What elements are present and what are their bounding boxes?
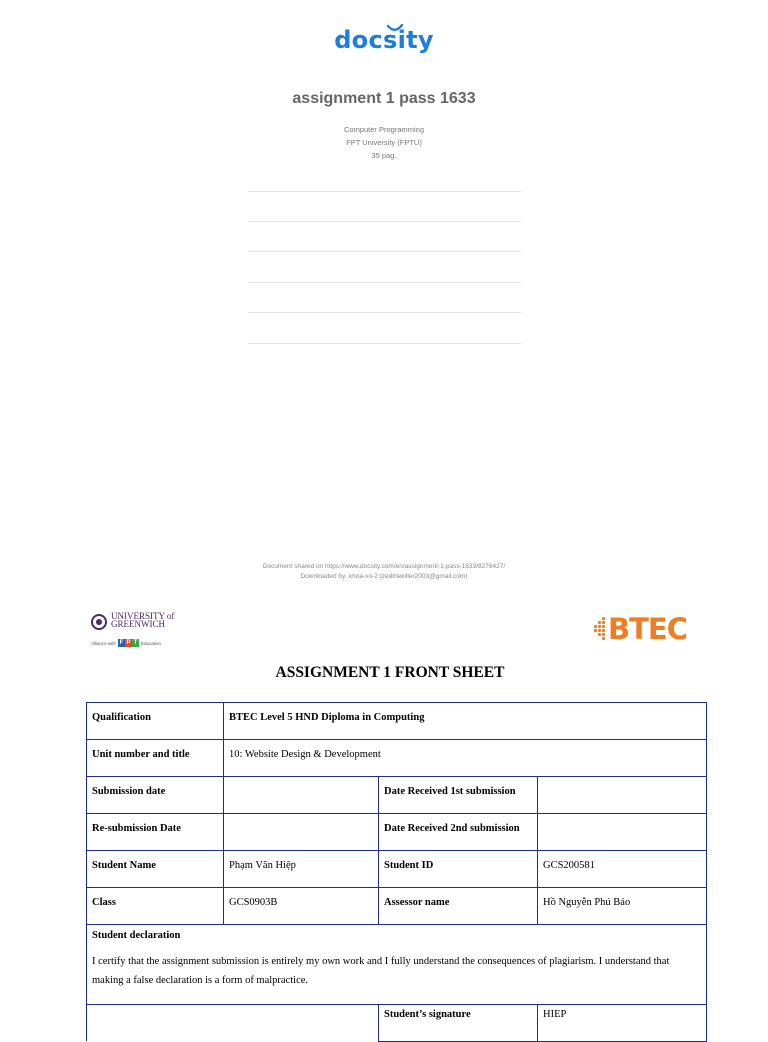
btec-logo [592, 612, 687, 646]
fpt-f: F [119, 640, 124, 646]
divider [248, 191, 521, 192]
download-footer [0, 562, 768, 582]
class-value: GCS0903B [224, 888, 379, 925]
unit-value: 10: Website Design & Development [224, 740, 707, 777]
table-row [87, 814, 707, 851]
submission-date-value [224, 777, 379, 814]
student-name-value: Phạm Văn Hiệp [224, 851, 379, 888]
qualification-label: Qualification [87, 703, 224, 740]
alliance-line [91, 639, 161, 647]
table-row [87, 851, 707, 888]
assessor-value: Hồ Nguyễn Phú Bảo [538, 888, 707, 925]
table-row [87, 703, 707, 740]
docsity-smile-icon [386, 24, 404, 33]
document-course: Computer Programming [343, 125, 425, 134]
fpt-t: T [133, 640, 138, 646]
received-1st-label: Date Received 1st submission [379, 777, 538, 814]
btec-dots-icon [592, 615, 606, 643]
brand-name: docsity [334, 26, 434, 54]
docsity-logo[interactable] [0, 26, 768, 54]
student-id-label: Student ID [379, 851, 538, 888]
document-pages: 35 pag. [371, 151, 397, 160]
resubmission-value [224, 814, 379, 851]
resubmission-label: Re-submission Date [87, 814, 224, 851]
student-name-label: Student Name [87, 851, 224, 888]
divider [248, 343, 521, 344]
greenwich-crest-icon [91, 614, 107, 630]
document-university: FPT University (FPTU) [346, 138, 422, 147]
table-row [87, 740, 707, 777]
table-row [87, 1005, 707, 1042]
declaration-text: I certify that the assignment submission is entirely my own work and I fully understand the consequences of plagiarism. I understand that making a false declaration is a form of malpractice. [92, 956, 670, 986]
alliance-prefix: Alliance with [91, 640, 117, 646]
table-row [87, 888, 707, 925]
front-sheet-table [86, 702, 707, 1042]
divider [248, 282, 521, 283]
divider [248, 221, 521, 222]
university-name: UNIVERSITY of GREENWICH [111, 611, 175, 629]
table-row [87, 925, 707, 1005]
declaration-cell [87, 925, 707, 1005]
alliance-suffix: Education [141, 640, 162, 646]
unit-label: Unit number and title [87, 740, 224, 777]
downloaded-by: Downloaded by: khoa-vo-2 (zedthekiller2003@gmail.com) [300, 573, 468, 580]
signature-spacer [87, 1005, 379, 1042]
assessor-label: Assessor name [379, 888, 538, 925]
received-2nd-label: Date Received 2nd submission [379, 814, 538, 851]
btec-wordmark: BTEC [608, 612, 687, 646]
class-label: Class [87, 888, 224, 925]
divider [248, 312, 521, 313]
divider [248, 251, 521, 252]
document-title: assignment 1 pass 1633 [292, 90, 476, 107]
declaration-label: Student declaration [92, 930, 181, 941]
signature-value: HIEP [538, 1005, 707, 1042]
student-id-value: GCS200581 [538, 851, 707, 888]
table-row [87, 777, 707, 814]
received-2nd-value [538, 814, 707, 851]
submission-date-label: Submission date [87, 777, 224, 814]
fpt-p: P [126, 640, 131, 646]
shared-notice: Document shared on https://www.docsity.com/en/assignment-1-pass-1633/8276427/ [262, 563, 506, 570]
qualification-value: BTEC Level 5 HND Diploma in Computing [224, 703, 707, 740]
document-meta [0, 123, 768, 162]
fpt-logo [118, 639, 139, 647]
signature-label: Student’s signature [379, 1005, 538, 1042]
front-sheet-heading: ASSIGNMENT 1 FRONT SHEET [275, 664, 505, 681]
received-1st-value [538, 777, 707, 814]
